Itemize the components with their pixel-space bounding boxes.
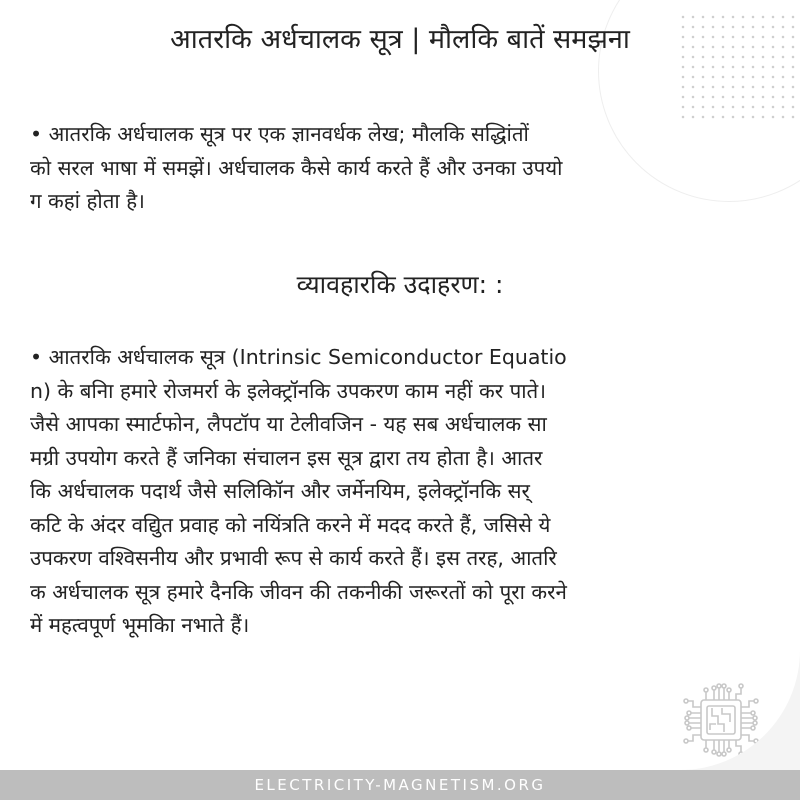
chip-icon: [676, 675, 766, 765]
text-line: n) के बनिा हमारे रोजमर्रा के इलेक्ट्रॉनकि उपकरण काम नहीं कर पाते।: [30, 378, 547, 403]
body-paragraph: [30, 341, 780, 643]
section-heading: व्यावहारकि उदाहरण: :: [296, 270, 504, 299]
text-line: में महत्वपूर्ण भूमकिा नभाते हैं।: [30, 613, 250, 637]
text-line: ग कहां होता है।: [30, 189, 145, 213]
text-line: क अर्धचालक सूत्र हमारे दैनकि जीवन की तकनीकी जरूरतों को पूरा करने: [30, 579, 567, 604]
text-line: कि अर्धचालक पदार्थ जैसे सलिकिॉन और जर्मेनयिम, इलेक्ट्रॉनकि सर्: [30, 479, 530, 503]
text-line: उपकरण वश्विसनीय और प्रभावी रूप से कार्य करते हैं। इस तरह, आतरि: [30, 546, 557, 570]
intro-paragraph: [30, 118, 780, 219]
text-line: को सरल भाषा में समझें। अर्धचालक कैसे कार्य करते हैं और उनका उपयो: [30, 155, 563, 180]
text-line: जैसे आपका स्मार्टफोन, लैपटॉप या टेलीवजिन - यह सब अर्धचालक सा: [30, 412, 547, 436]
text-line: • आतरकि अर्धचालक सूत्र पर एक ज्ञानवर्धक लेख; मौलकि सद्धिांतों: [30, 122, 529, 146]
text-line: • आतरकि अर्धचालक सूत्र (Intrinsic Semiconductor Equatio: [30, 345, 567, 369]
text-line: कटि के अंदर वद्यिुत प्रवाह को नयिंत्रति करने में मदद करते हैं, जसिसे ये: [30, 512, 551, 537]
page-title: आतरकि अर्धचालक सूत्र | मौलकि बातें समझना: [170, 24, 630, 55]
text-line: मग्री उपयोग करते हैं जनिका संचालन इस सूत्र द्वारा तय होता है। आतर: [30, 445, 543, 470]
footer-website: ELECTRICITY-MAGNETISM.ORG: [0, 770, 800, 800]
